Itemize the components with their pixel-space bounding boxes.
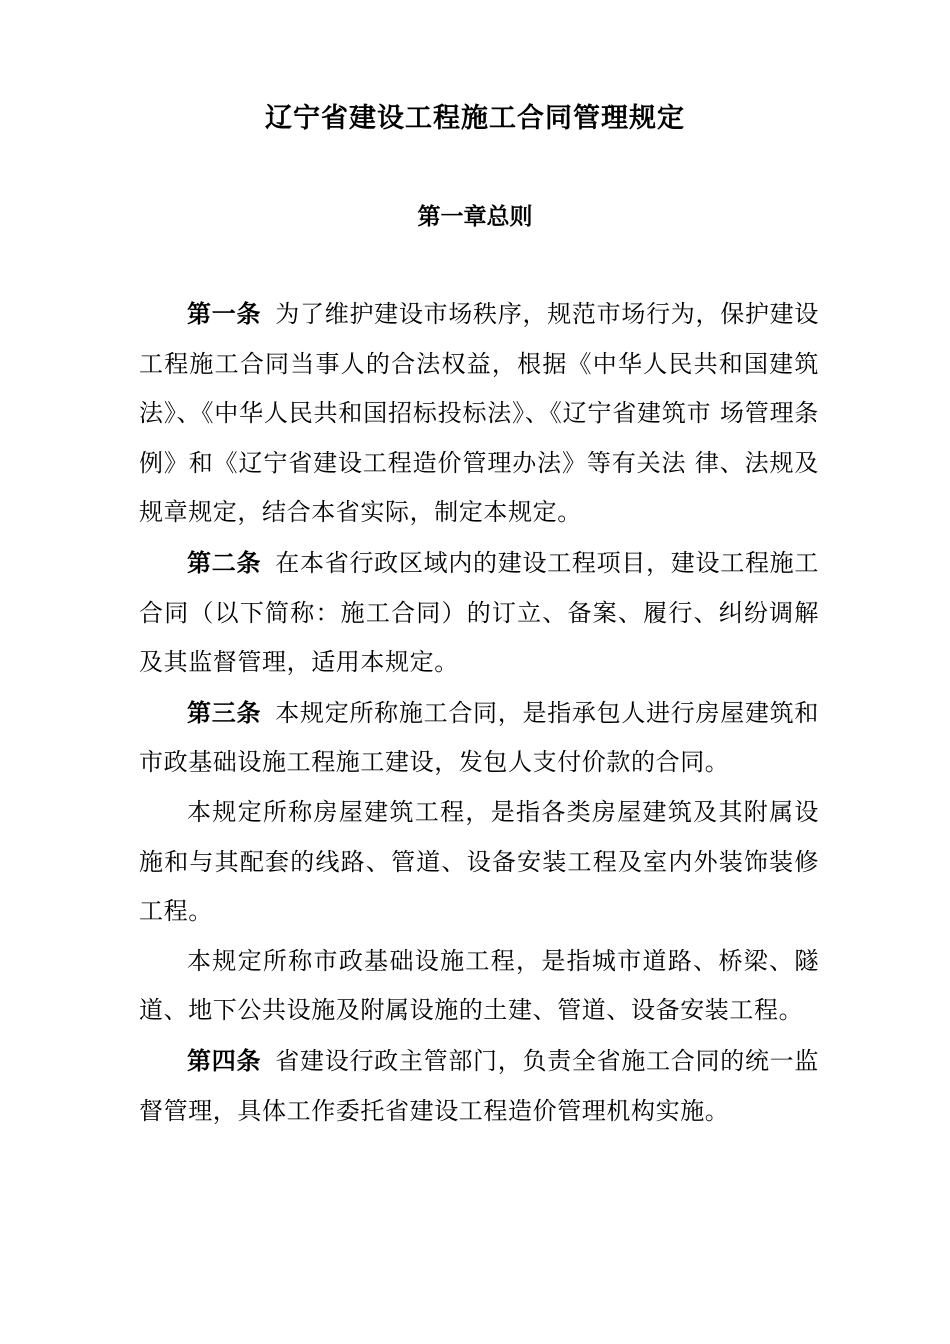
article-text: 本规定所称施工合同，是指承包人进行房屋建筑和市政基础设施工程施工建设，发包人支付价款的合同。 — [139, 698, 819, 777]
article-text: 为了维护建设市场秩序，规范市场行为，保护建设工程施工合同当事人的合法权益，根据《中华人民共和国建筑法》、《中华人民共和国招标投标法》、《辽宁省建筑市 场管理条例》和《辽宁省建设工程造价管理办法》等有关法 律、法规及规章规定，结合本省实际，制定本规定。 — [139, 300, 819, 527]
article-2 — [139, 538, 819, 688]
document-body — [139, 289, 819, 1136]
paragraph-text: 本规定所称房屋建筑工程，是指各类房屋建筑及其附属设施和与其配套的线路、管道、设备安装工程及室内外装饰装修工程。 — [139, 797, 819, 926]
article-1 — [139, 289, 819, 538]
article-label: 第四条 — [187, 1045, 262, 1075]
document-title: 辽宁省建设工程施工合同管理规定 — [265, 103, 685, 134]
article-label: 第一条 — [187, 299, 262, 328]
paragraph-text: 本规定所称市政基础设施工程，是指城市道路、桥梁、隧道、地下公共设施及附属设施的土建、管道、设备安装工程。 — [139, 946, 819, 1025]
article-text: 在本省行政区域内的建设工程项目，建设工程施工合同（以下简称：施工合同）的订立、备案、履行、纠纷调解及其监督管理，适用本规定。 — [139, 548, 819, 677]
article-4 — [139, 1036, 819, 1136]
article-3-paragraph-2 — [139, 788, 819, 937]
article-3 — [139, 688, 819, 788]
article-label: 第三条 — [187, 697, 262, 727]
article-text: 省建设行政主管部门，负责全省施工合同的统一监督管理，具体工作委托省建设工程造价管理机构实施。 — [139, 1046, 819, 1125]
article-label: 第二条 — [187, 547, 262, 577]
chapter-title: 第一章总则 — [417, 203, 533, 230]
article-3-paragraph-3 — [139, 937, 819, 1036]
